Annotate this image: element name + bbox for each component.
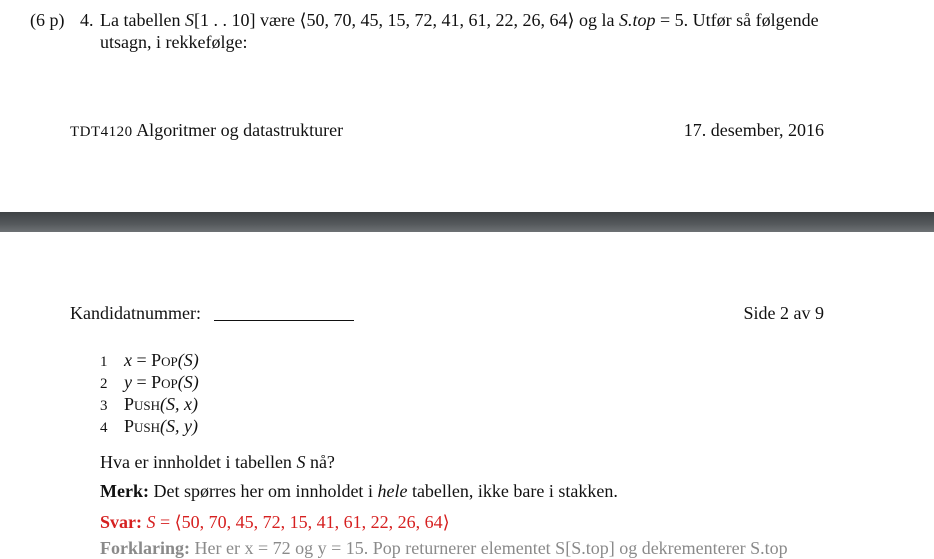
footer-date: 17. desember, 2016 <box>683 120 824 140</box>
answer-value: = ⟨50, 70, 45, 72, 15, 41, 61, 22, 26, 64⟩ <box>155 512 450 532</box>
code-line: 1 x = Pop(S) <box>100 350 199 370</box>
code-line: 4 Push(S, y) <box>100 416 199 436</box>
explanation-label: Forklaring: <box>100 538 190 558</box>
question-text-line2: utsagn, i rekkefølge: <box>100 32 248 52</box>
top-expr: S.top <box>619 10 656 30</box>
line-number: 2 <box>100 376 108 392</box>
candidate-number-line <box>214 320 354 321</box>
course-name: Algoritmer og datastrukturer <box>136 120 344 140</box>
table-name: S <box>184 10 194 30</box>
footer-course <box>70 120 343 141</box>
note: Merk: Det spørres her om innholdet i hele tabellen, ikke bare i stakken. <box>100 481 618 501</box>
line-number: 3 <box>100 398 108 414</box>
code-line: 2 y = Pop(S) <box>100 372 199 392</box>
question-points: (6 p) <box>30 10 65 30</box>
candidate-label: Kandidatnummer: <box>70 303 201 323</box>
page-number: Side 2 av 9 <box>743 303 824 323</box>
course-code: TDT4120 <box>70 124 133 140</box>
page-separator <box>0 212 934 232</box>
answer: Svar: S = ⟨50, 70, 45, 72, 15, 41, 61, 22, 26, 64⟩ <box>100 512 450 532</box>
question-number: 4. <box>80 10 94 30</box>
explanation: Forklaring: Her er x = 72 og y = 15. Pop returnerer elementet S[S.top] og dekrementerer S.top <box>100 538 788 558</box>
code-line: 3 Push(S, x) <box>100 394 199 414</box>
line-number: 4 <box>100 420 108 436</box>
note-label: Merk: <box>100 481 149 501</box>
question-prompt: Hva er innholdet i tabellen S nå? <box>100 452 335 472</box>
initial-values: ⟨50, 70, 45, 15, 72, 41, 61, 22, 26, 64⟩ <box>299 10 575 30</box>
line-number: 1 <box>100 354 108 370</box>
answer-label: Svar: <box>100 512 142 532</box>
question-text-line1: La tabellen S[1 . . 10] være ⟨50, 70, 45, 15, 72, 41, 61, 22, 26, 64⟩ og la S.top = 5. Utfør så følgende <box>100 10 819 30</box>
